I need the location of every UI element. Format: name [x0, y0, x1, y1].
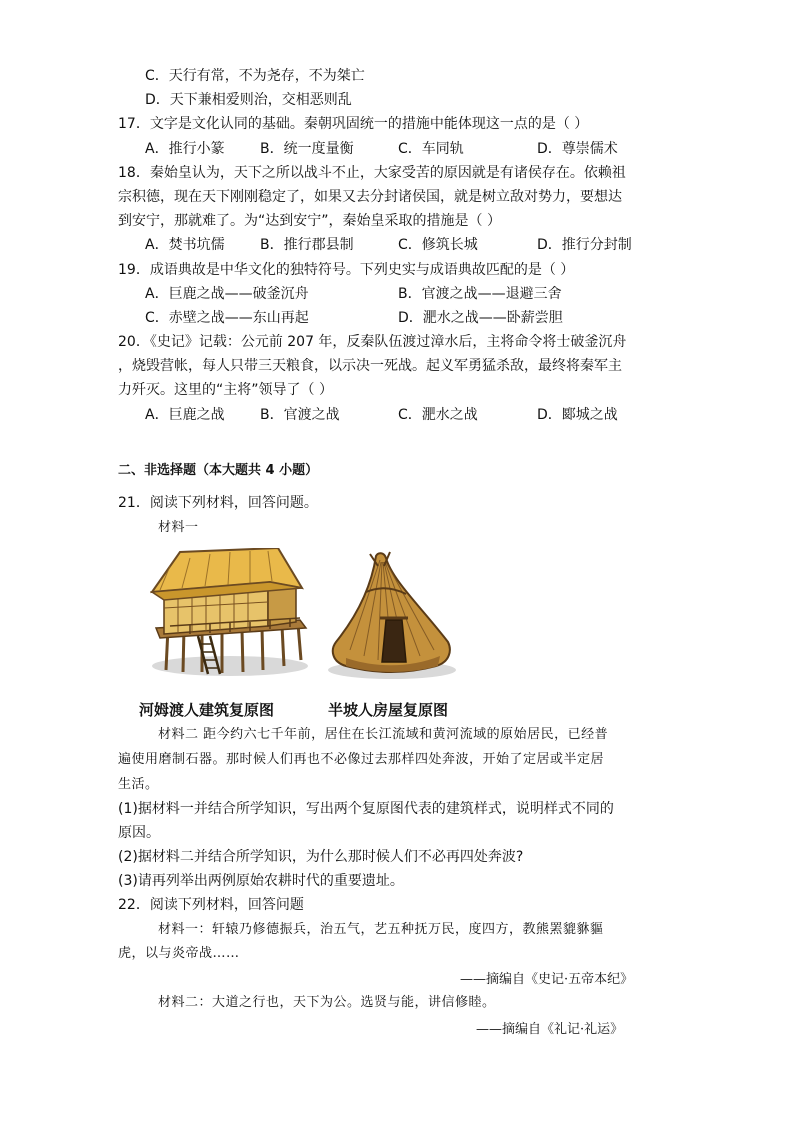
q22-material-1-line-1: 材料一：轩辕乃修德振兵，治五气，艺五种抚万民，度四方，教熊罴貔貅貙: [158, 922, 604, 937]
q19-option-b: B．官渡之战——退避三舍: [398, 286, 562, 302]
q19-option-c: C．赤壁之战——东山再起: [145, 310, 309, 326]
banpo-hut-image: [326, 550, 458, 680]
q21-material-2-line-3: 生活。: [118, 777, 159, 792]
q20-stem-line-2: ，烧毁营帐，每人只带三天粮食，以示决一死战。起义军勇猛杀敌，最终将秦军主: [118, 358, 622, 374]
q16-option-c: C．天行有常，不为尧存，不为桀亡: [145, 68, 365, 84]
caption-banpo: 半坡人房屋复原图: [328, 701, 449, 719]
q20-option-a: A．巨鹿之战: [145, 407, 225, 423]
q18-stem-line-1: 18．秦始皇认为，天下之所以战斗不止，大家受苦的原因就是有诸侯存在。依赖祖: [118, 165, 626, 181]
q17-option-d: D．尊崇儒术: [537, 141, 618, 157]
q18-option-c: C．修筑长城: [398, 237, 478, 253]
q18-stem-line-3: 到安宁，那就难了。为“达到安宁”，秦始皇采取的措施是（ ）: [118, 213, 501, 229]
q22-stem: 22．阅读下列材料，回答问题: [118, 897, 304, 913]
caption-hemudu: 河姆渡人建筑复原图: [139, 701, 275, 719]
q20-option-c: C．淝水之战: [398, 407, 478, 423]
q21-material-1-label: 材料一: [158, 520, 199, 535]
q19-stem: 19．成语典故是中华文化的独特符号。下列史实与成语典故匹配的是（ ）: [118, 262, 575, 278]
q22-material-1-line-2: 虎，以与炎帝战……: [118, 946, 240, 961]
q17-option-b: B．统一度量衡: [260, 141, 354, 157]
q16-option-d: D．天下兼相爱则治，交相恶则乱: [145, 92, 352, 108]
hemudu-stilt-house-image: [150, 548, 308, 680]
q19-option-a: A．巨鹿之战——破釜沉舟: [145, 286, 309, 302]
q21-subquestion-1-line-2: 原因。: [118, 825, 160, 841]
q21-subquestion-3: (3)请再列举出两例原始农耕时代的重要遗址。: [118, 873, 404, 889]
section-2-heading: 二、非选择题（本大题共 4 小题）: [118, 463, 319, 478]
q20-option-d: D．郾城之战: [537, 407, 618, 423]
q17-option-a: A．推行小篆: [145, 141, 225, 157]
q22-material-2: 材料二：大道之行也，天下为公。选贤与能，讲信修睦。: [158, 995, 496, 1010]
q21-subquestion-2: (2)据材料二并结合所学知识，为什么那时候人们不必再四处奔波?: [118, 849, 524, 865]
q21-subquestion-1-line-1: (1)据材料一并结合所学知识，写出两个复原图代表的建筑样式，说明样式不同的: [118, 801, 614, 817]
q18-option-a: A．焚书坑儒: [145, 237, 225, 253]
q21-material-2-line-2: 遍使用磨制石器。那时候人们再也不必像过去那样四处奔波，开始了定居或半定居: [118, 752, 605, 767]
q18-option-b: B．推行郡县制: [260, 237, 354, 253]
q20-stem-line-1: 20．《史记》记载：公元前 207 年，反秦队伍渡过漳水后，主将命令将士破釜沉舟: [118, 334, 627, 350]
q18-option-d: D．推行分封制: [537, 237, 632, 253]
q19-option-d: D．淝水之战——卧薪尝胆: [398, 310, 563, 326]
q17-option-c: C．车同轨: [398, 141, 464, 157]
q22-source-2: ——摘编自《礼记·礼运》: [476, 1022, 624, 1037]
q20-stem-line-3: 力歼灭。这里的“主将”领导了（ ）: [118, 382, 333, 398]
q20-option-b: B．官渡之战: [260, 407, 340, 423]
q17-stem: 17．文字是文化认同的基础。秦朝巩固统一的措施中能体现这一点的是（ ）: [118, 116, 589, 132]
q18-stem-line-2: 宗积德，现在天下刚刚稳定了，如果又去分封诸侯国，就是树立敌对势力，要想达: [118, 189, 622, 205]
q22-source-1: ——摘编自《史记·五帝本纪》: [460, 972, 634, 987]
q21-stem: 21．阅读下列材料，回答问题。: [118, 495, 318, 511]
q21-material-2-line-1: 材料二 距今约六七千年前，居住在长江流域和黄河流域的原始居民，已经普: [158, 727, 609, 742]
